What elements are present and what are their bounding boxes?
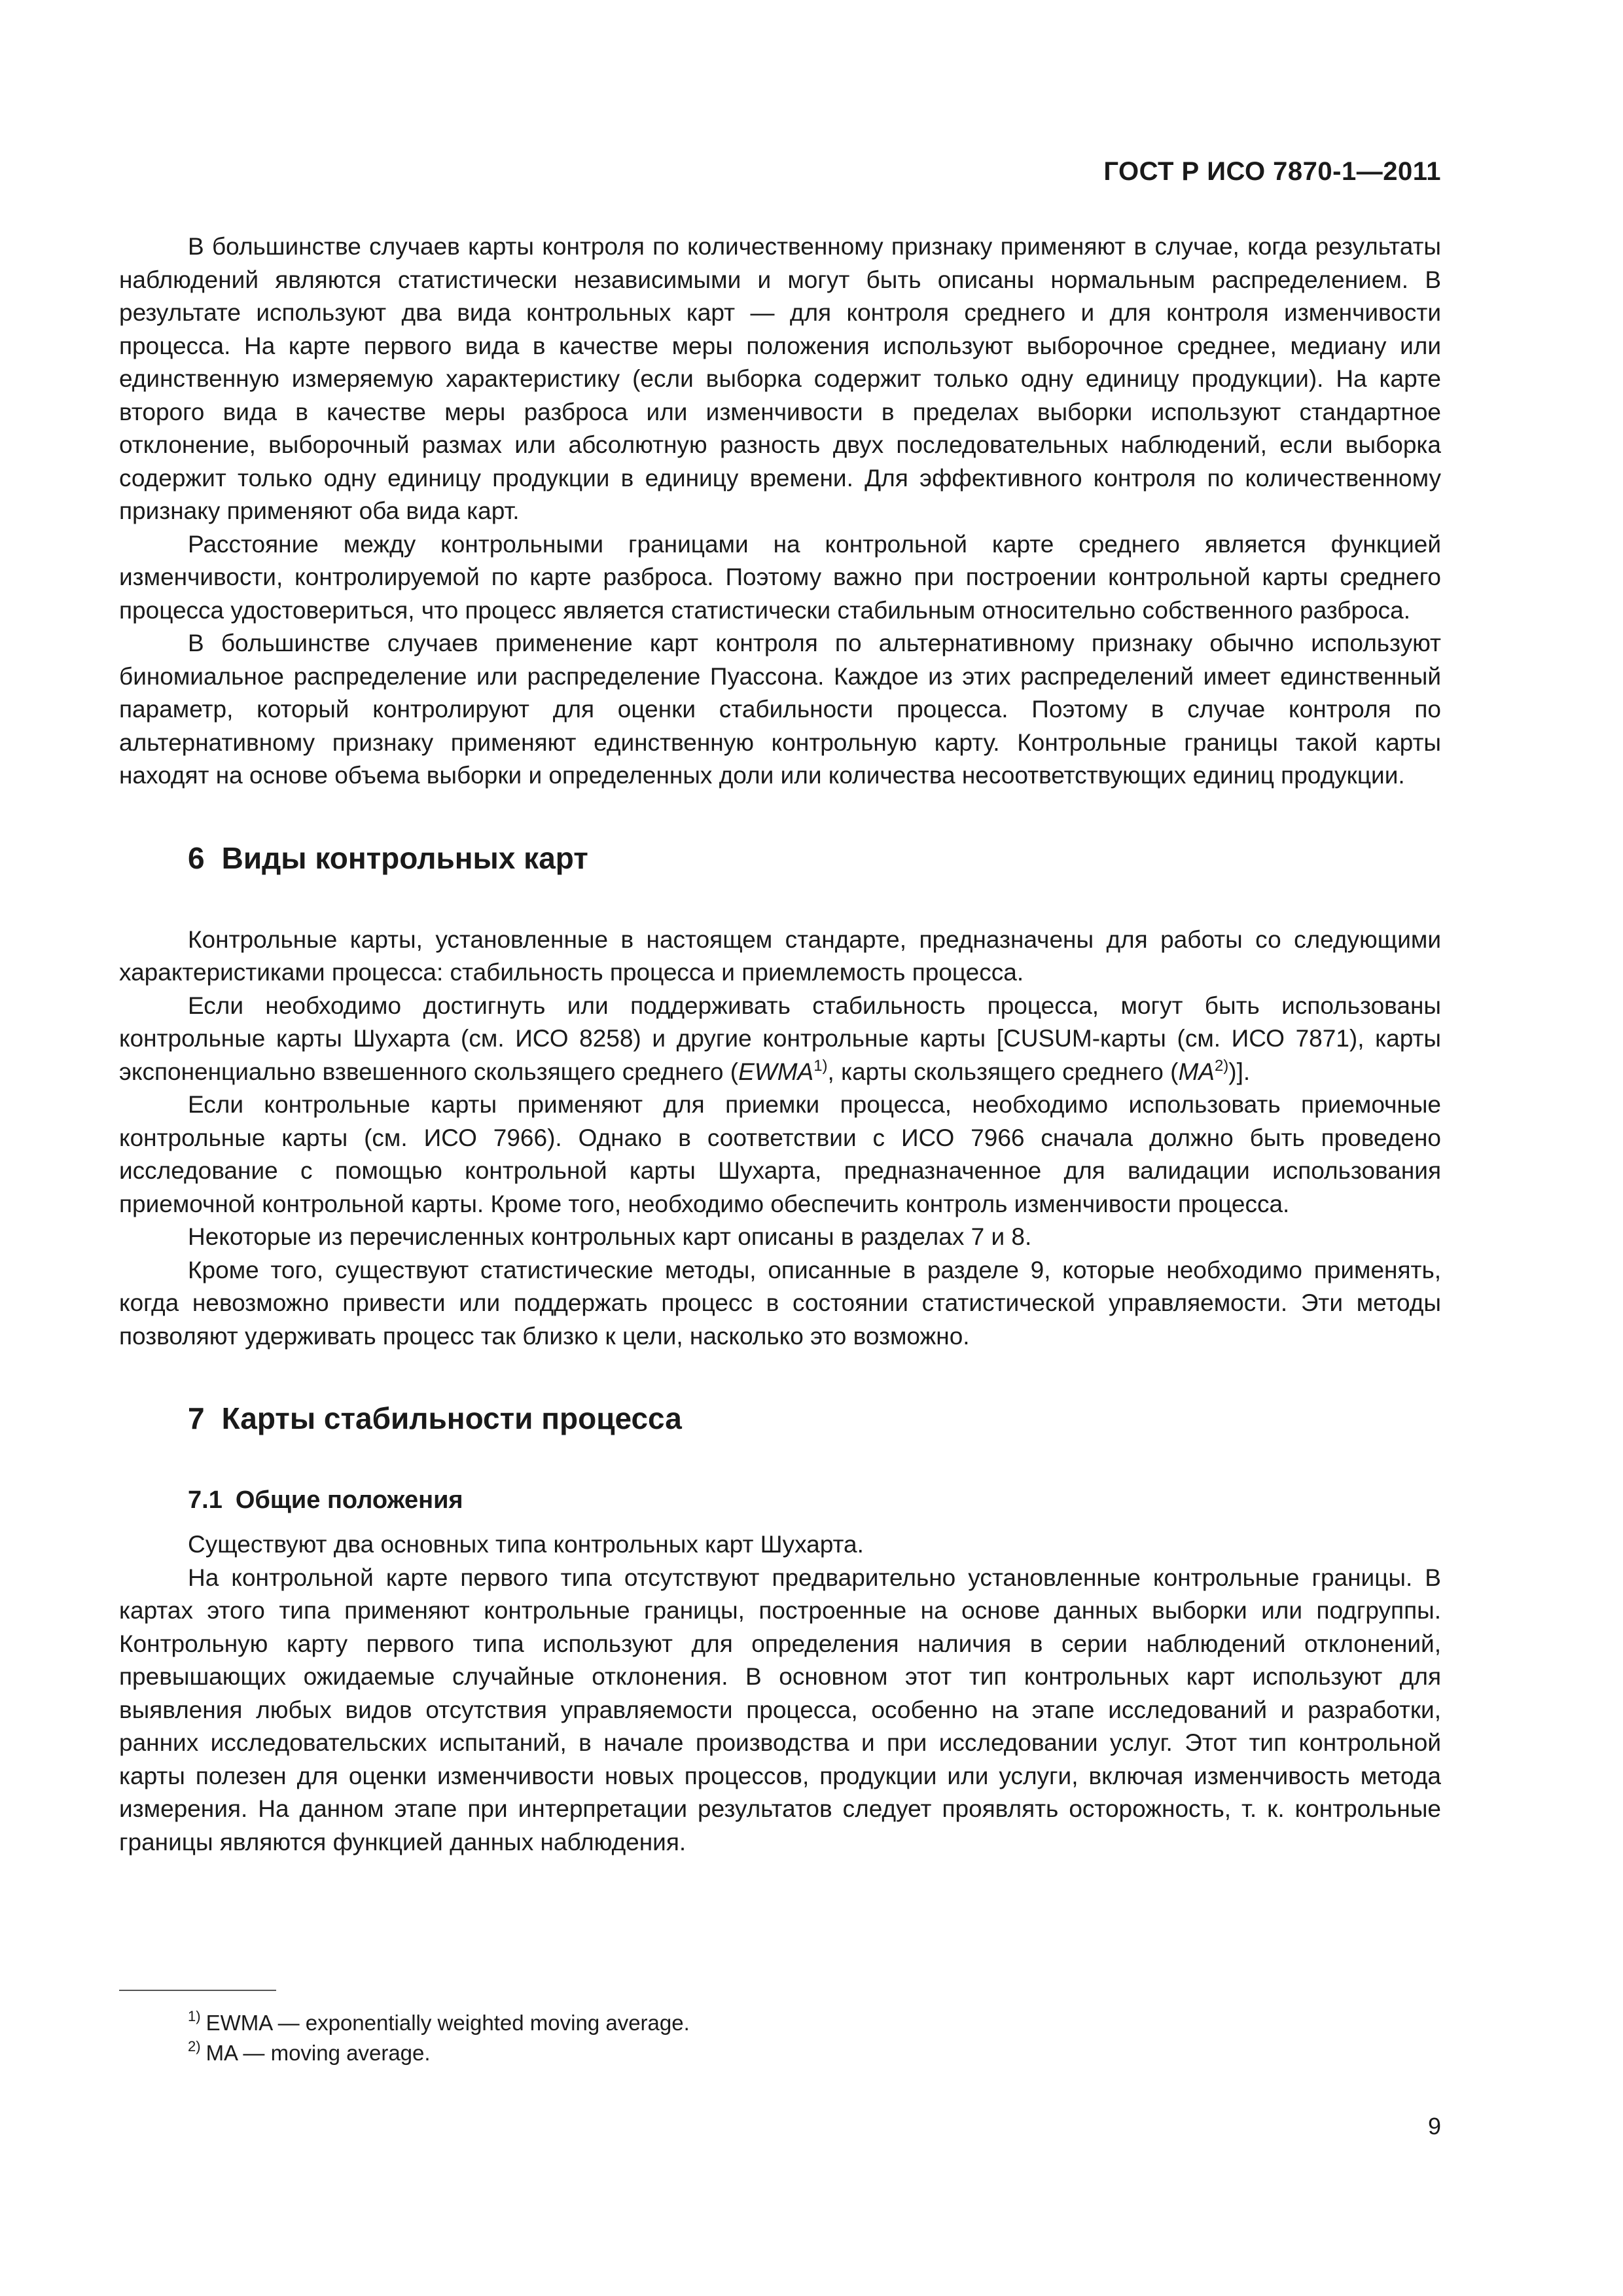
intro-paragraph-1: В большинстве случаев карты контроля по количественному признаку применяют в случае, когда результаты наблюдений являются статистически независимыми и могут быть описаны нормальным распределением. В результате используют два вида контрольных карт — для контроля среднего и для контроля изменчивости процесса. На карте первого вида в качестве меры положения используют выборочное среднее, медиану или единственную измеряемую характеристику (если выборка содержит только одну единицу продукции). На карте второго вида в качестве меры разброса или изменчивости в пределах выборки используют стандартное отклонение, выборочный размах или абсолютную разность двух последовательных наблюдений, если выборка содержит только одну единицу продукции в единицу времени. Для эффективного контроля по количественному признаку применяют оба вида карт. bbox=[119, 233, 1441, 524]
standard-code-header: ГОСТ Р ИСО 7870-1—2011 bbox=[1103, 157, 1441, 186]
page-number: 9 bbox=[1427, 2113, 1441, 2140]
s6p2-text-b: , карты скользящего среднего ( bbox=[827, 1058, 1179, 1085]
section-6-title: Виды контрольных карт bbox=[221, 840, 588, 875]
ma-term: MA bbox=[1178, 1058, 1215, 1085]
section-7-title: Карты стабильности процесса bbox=[221, 1401, 682, 1435]
section-6-paragraph-5: Кроме того, существуют статистические методы, описанные в разделе 9, которые необходимо применять, когда невозможно привести или поддержать процесс в состоянии статистической управляемости. Эти методы позволяют удерживать процесс так близко к цели, насколько это возможно. bbox=[119, 1256, 1441, 1350]
footnote-1 bbox=[188, 2008, 1431, 2038]
section-7-number: 7 bbox=[188, 1401, 205, 1435]
s6p2-text-a: Если необходимо достигнуть или поддерживать стабильность процесса, могут быть использованы контрольные карты Шухарта (см. ИСО 8258) и другие контрольные карты [CUSUM-карты (см. ИСО 7871), карты экспоненциально взвешенного скользящего среднего ( bbox=[119, 992, 1441, 1085]
subsection-7-1-number: 7.1 bbox=[188, 1486, 223, 1514]
ewma-term: EWMA bbox=[738, 1058, 814, 1085]
document-page bbox=[119, 0, 1441, 2296]
page-content bbox=[119, 230, 1441, 1859]
subsection-7-1-heading bbox=[188, 1484, 1441, 1516]
section-7-paragraph-1: Существуют два основных типа контрольных карт Шухарта. bbox=[188, 1531, 864, 1558]
section-6-paragraph-2 bbox=[119, 990, 1441, 1089]
footnote-2-text: MA — moving average. bbox=[205, 2041, 431, 2065]
section-7-paragraph-2: На контрольной карте первого типа отсутствуют предварительно установленные контрольные границы. В картах этого типа применяют контрольные границы, построенные на основе данных выборки или подгруппы. Контрольную карту первого типа используют для определения наличия в серии наблюдений отклонений, превышающих ожидаемые случайные отклонения. В основном этот тип контрольных карт используют для выявления любых видов отсутствия управляемости процесса, особенно на этапе исследований и разработки, ранних исследовательских испытаний, в начале производства и при исследовании услуг. Этот тип контрольной карты полезен для оценки изменчивости новых процессов, продукции или услуги, включая изменчивость метода измерения. На данном этапе при интерпретации результатов следует проявлять осторожность, т. к. контрольные границы являются функцией данных наблюдения. bbox=[119, 1564, 1441, 1856]
section-6-number: 6 bbox=[188, 840, 205, 875]
footnotes bbox=[188, 2008, 1431, 2068]
section-6-paragraph-4: Некоторые из перечисленных контрольных карт описаны в разделах 7 и 8. bbox=[188, 1223, 1032, 1250]
section-6-paragraph-3: Если контрольные карты применяют для приемки процесса, необходимо использовать приемочные контрольные карты (см. ИСО 7966). Однако в соответствии с ИСО 7966 сначала должно быть проведено исследование с помощью контрольной карты Шухарта, предназначенное для валидации использования приемочной контрольной карты. Кроме того, необходимо обеспечить контроль изменчивости процесса. bbox=[119, 1091, 1441, 1217]
footnote-1-mark: 1) bbox=[188, 2008, 201, 2024]
intro-paragraph-3: В большинстве случаев применение карт контроля по альтернативному признаку обычно используют биномиальное распределение или распределение Пуассона. Каждое из этих распределений имеет единственный параметр, который контролируют для оценки стабильности процесса. Поэтому в случае контроля по альтернативному признаку применяют единственную контрольную карту. Контрольные границы такой карты находят на основе объема выборки и определенных доли или количества несоответствующих единиц продукции. bbox=[119, 630, 1441, 789]
subsection-7-1-title: Общие положения bbox=[235, 1486, 463, 1514]
intro-paragraph-2: Расстояние между контрольными границами на контрольной карте среднего является функцией изменчивости, контролируемой по карте разброса. Поэтому важно при построении контрольной карты среднего процесса удостовериться, что процесс является статистически стабильным относительно собственного разброса. bbox=[119, 530, 1441, 624]
footnote-1-text: EWMA — exponentially weighted moving average. bbox=[205, 2011, 690, 2035]
section-6-heading bbox=[188, 838, 1441, 878]
footnote-divider bbox=[119, 1990, 276, 1991]
s6p2-text-c: )]. bbox=[1228, 1058, 1251, 1085]
footnote-2 bbox=[188, 2038, 1431, 2068]
section-7-heading bbox=[188, 1399, 1441, 1438]
footnote-ref-1: 1) bbox=[813, 1056, 828, 1075]
section-6-paragraph-1: Контрольные карты, установленные в настоящем стандарте, предназначены для работы со следующими характеристиками процесса: стабильность процесса и приемлемость процесса. bbox=[119, 925, 1441, 986]
footnote-2-mark: 2) bbox=[188, 2038, 201, 2054]
footnote-ref-2: 2) bbox=[1214, 1056, 1229, 1075]
